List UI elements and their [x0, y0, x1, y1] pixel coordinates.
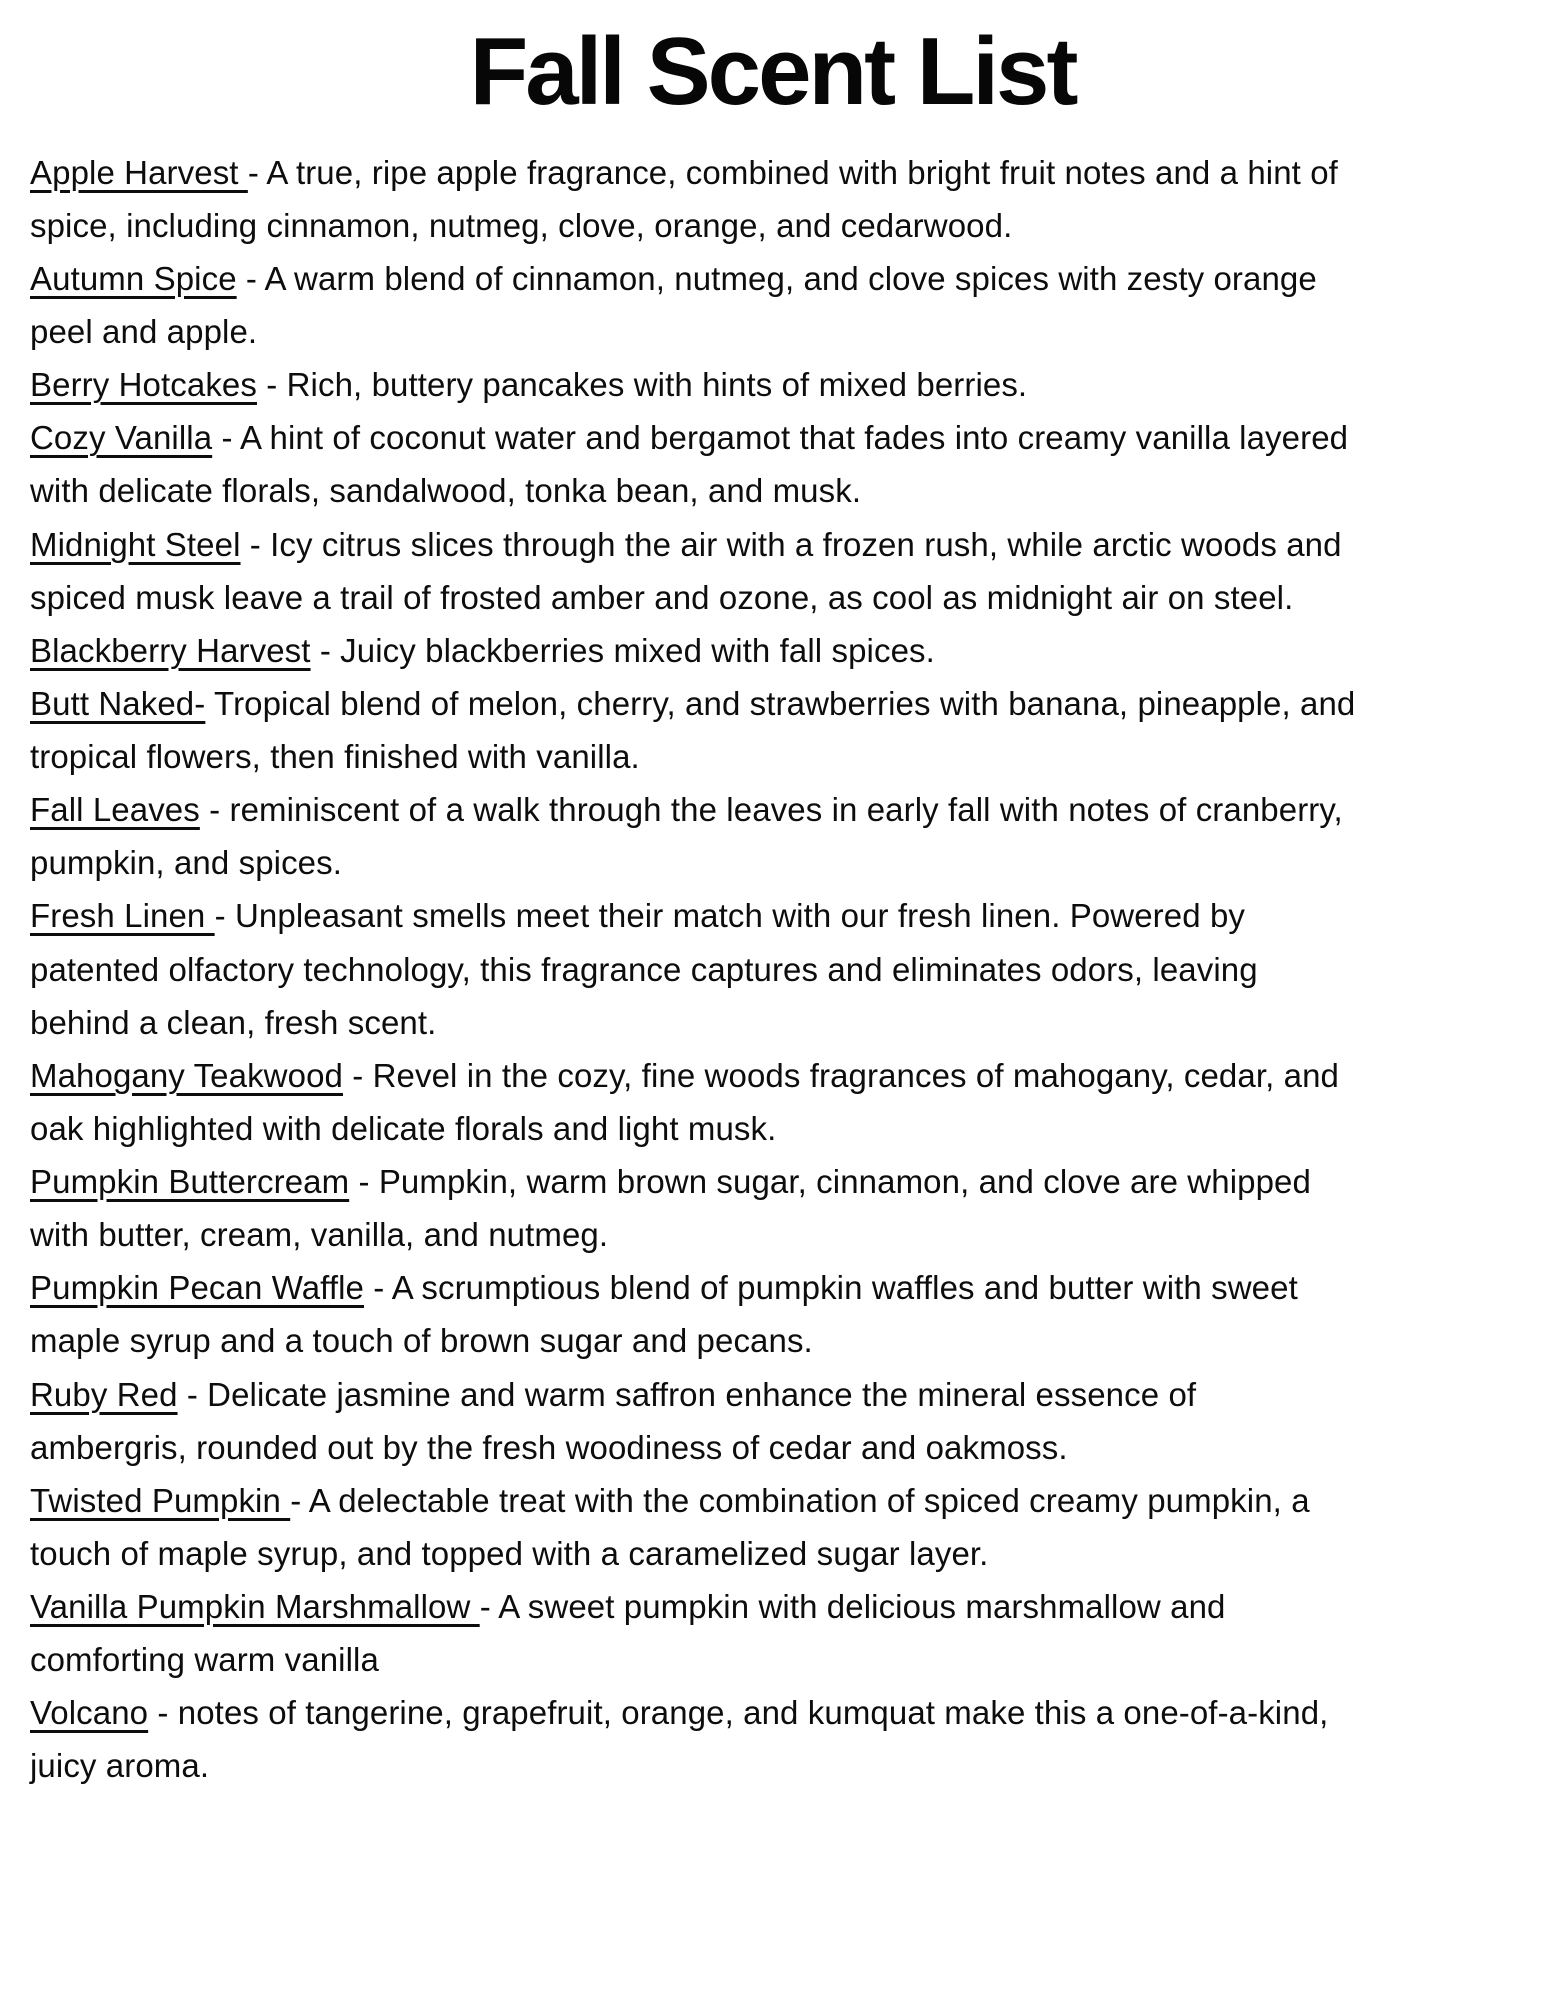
scent-description: - Rich, buttery pancakes with hints of mixed berries. — [256, 366, 1028, 404]
scent-name: Apple Harvest — [30, 153, 248, 191]
scent-description: - Delicate jasmine and warm saffron enhance the mineral essence of ambergris, rounded out by the fresh woodiness of cedar and oakmoss. — [30, 1375, 1197, 1466]
scent-description: - A warm blend of cinnamon, nutmeg, and clove spices with zesty orange peel and apple. — [30, 259, 1317, 351]
scent-description: - Revel in the cozy, fine woods fragrances of mahogany, cedar, and oak highlighted with delicate florals and light musk. — [30, 1056, 1340, 1147]
scent-entry-fall-leaves — [30, 783, 1360, 889]
scent-name: Cozy Vanilla — [30, 419, 213, 457]
scent-entry-midnight-steel — [30, 518, 1360, 624]
scent-entry-apple-harvest — [30, 146, 1360, 252]
scent-name: Butt Naked- — [30, 684, 206, 722]
scent-entry-fresh-linen — [30, 889, 1360, 1048]
scent-entry-autumn-spice — [30, 252, 1360, 358]
scent-entry-butt-naked — [30, 677, 1360, 783]
page-title-wrap — [30, 20, 1515, 124]
scent-description: - Unpleasant smells meet their match with our fresh linen. Powered by patented olfactory technology, this fragrance captures and eliminates odors, leaving behind a clean, fresh scent. — [30, 897, 1258, 1041]
scent-name: Mahogany Teakwood — [30, 1056, 343, 1094]
scent-name: Fresh Linen — [30, 897, 215, 935]
scent-entry-volcano — [30, 1686, 1360, 1792]
scent-entry-vanilla-pumpkin-marshmallow — [30, 1580, 1360, 1686]
scent-description: Tropical blend of melon, cherry, and strawberries with banana, pineapple, and tropical flowers, then finished with vanilla. — [30, 684, 1356, 776]
scent-entry-mahogany-teakwood — [30, 1049, 1360, 1155]
scent-description: - A sweet pumpkin with delicious marshmallow and comforting warm vanilla — [30, 1588, 1226, 1679]
scent-entry-ruby-red — [30, 1368, 1360, 1474]
scent-entry-pumpkin-pecan-waffle — [30, 1261, 1360, 1367]
scent-entry-berry-hotcakes — [30, 358, 1360, 411]
scent-entry-cozy-vanilla — [30, 411, 1360, 517]
page-title: Fall Scent List — [469, 18, 1076, 125]
scent-name: Pumpkin Buttercream — [30, 1163, 350, 1201]
scent-description: - Icy citrus slices through the air with a frozen rush, while arctic woods and spiced musk leave a trail of frosted amber and ozone, as cool as midnight air on steel. — [30, 525, 1342, 616]
scent-entry-twisted-pumpkin — [30, 1474, 1360, 1580]
scent-description: - Pumpkin, warm brown sugar, cinnamon, and clove are whipped with butter, cream, vanilla, and nutmeg. — [30, 1163, 1311, 1254]
scent-name: Midnight Steel — [30, 525, 241, 563]
scent-description: - A hint of coconut water and bergamot that fades into creamy vanilla layered with delicate florals, sandalwood, tonka bean, and musk. — [30, 419, 1349, 510]
scent-name: Volcano — [30, 1694, 149, 1732]
scent-description: - Juicy blackberries mixed with fall spices. — [310, 631, 935, 669]
scent-name: Autumn Spice — [30, 259, 237, 297]
scent-name: Ruby Red — [30, 1375, 178, 1413]
scent-name: Blackberry Harvest — [30, 631, 311, 669]
scent-entry-blackberry-harvest — [30, 624, 1360, 677]
scent-description: - A delectable treat with the combination of spiced creamy pumpkin, a touch of maple syrup, and topped with a caramelized sugar layer. — [30, 1481, 1310, 1572]
scent-name: Pumpkin Pecan Waffle — [30, 1269, 364, 1307]
scent-description: - reminiscent of a walk through the leaves in early fall with notes of cranberry, pumpkin, and spices. — [30, 791, 1343, 882]
scent-name: Fall Leaves — [30, 791, 200, 829]
scent-name: Berry Hotcakes — [30, 366, 257, 404]
scent-name: Twisted Pumpkin — [30, 1481, 291, 1519]
scent-description: - A scrumptious blend of pumpkin waffles and butter with sweet maple syrup and a touch of brown sugar and pecans. — [30, 1269, 1298, 1360]
scent-entry-pumpkin-buttercream — [30, 1155, 1360, 1261]
scent-description: - notes of tangerine, grapefruit, orange, and kumquat make this a one-of-a-kind, juicy aroma. — [30, 1694, 1329, 1785]
scent-name: Vanilla Pumpkin Marshmallow — [30, 1588, 480, 1626]
scent-list — [30, 146, 1360, 1793]
scent-description: - A true, ripe apple fragrance, combined with bright fruit notes and a hint of spice, including cinnamon, nutmeg, clove, orange, and cedarwood. — [30, 153, 1338, 244]
